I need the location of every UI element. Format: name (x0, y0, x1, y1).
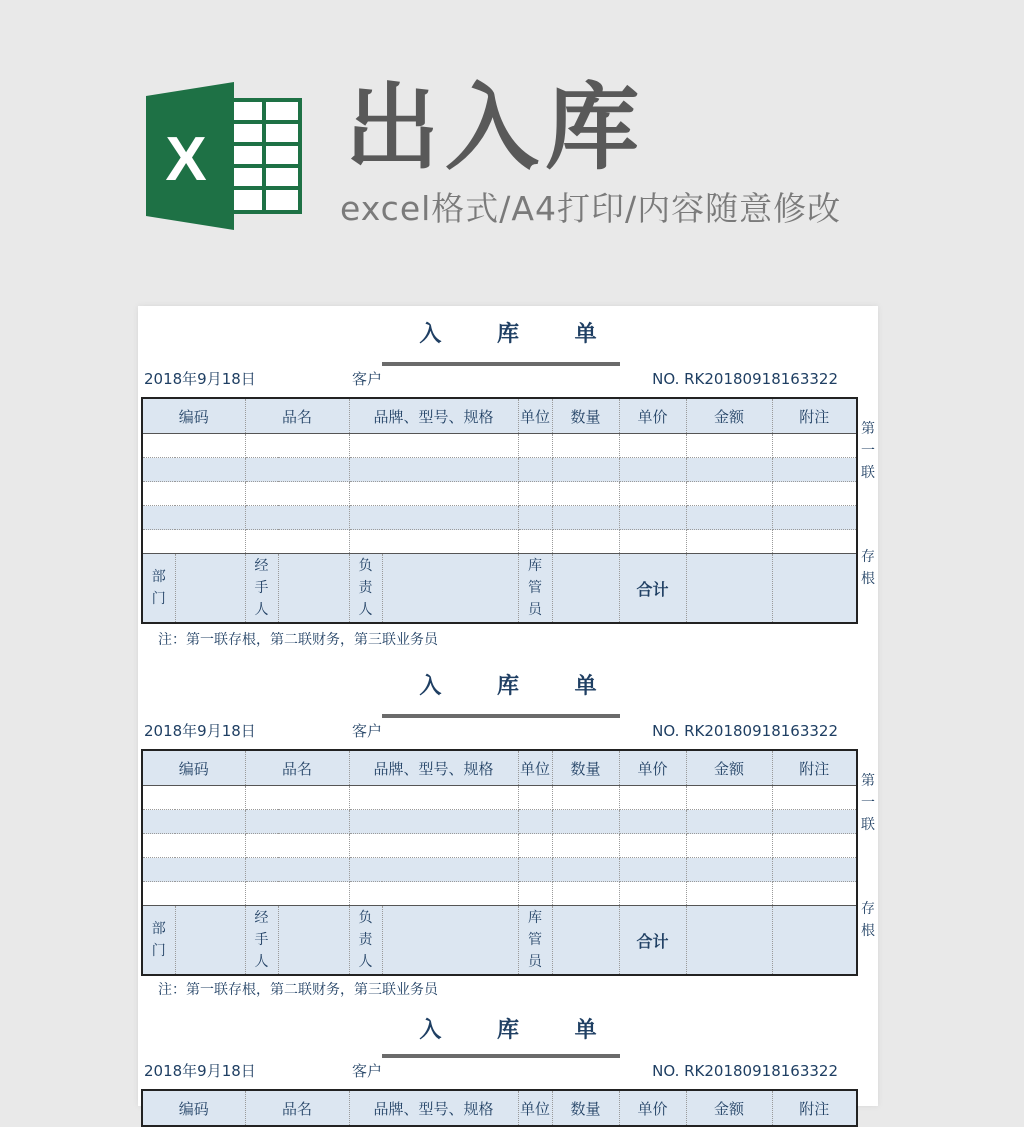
col-header-amount: 金额 (686, 750, 772, 786)
col-header-qty: 数量 (552, 398, 619, 434)
col-header-price: 单价 (619, 750, 686, 786)
col-header-unit: 单位 (518, 1090, 552, 1126)
form-number: NO. RK20180918163322 (652, 370, 838, 388)
responsible-label: 负责人 (349, 554, 382, 624)
col-header-spec: 品牌、型号、规格 (349, 1090, 518, 1126)
col-header-code: 编码 (142, 398, 245, 434)
title-underline (382, 714, 620, 718)
handler-label: 经手人 (245, 554, 278, 624)
table-row (142, 434, 857, 458)
form-number: NO. RK20180918163322 (652, 722, 838, 740)
responsible-value[interactable] (382, 554, 518, 624)
table-row (142, 482, 857, 506)
dept-label: 部门 (142, 554, 175, 624)
col-header-name: 品名 (245, 1090, 349, 1126)
table-row (142, 786, 857, 810)
form-title: 入 库 单 (419, 674, 621, 699)
dept-value[interactable] (175, 906, 245, 976)
form-number: NO. RK20180918163322 (652, 1062, 838, 1080)
handler-label: 经手人 (245, 906, 278, 976)
col-header-amount: 金额 (686, 1090, 772, 1126)
col-header-code: 编码 (142, 750, 245, 786)
total-remark[interactable] (772, 554, 857, 624)
col-header-unit: 单位 (518, 750, 552, 786)
header-row (142, 750, 857, 786)
total-value[interactable] (686, 906, 772, 976)
table-row (142, 810, 857, 834)
header-row (142, 398, 857, 434)
title-underline (382, 1054, 620, 1058)
keeper-label: 库管员 (518, 906, 552, 976)
col-header-remark: 附注 (772, 750, 857, 786)
logo-letter: X (165, 125, 207, 194)
dept-value[interactable] (175, 554, 245, 624)
table-row (142, 858, 857, 882)
col-header-qty: 数量 (552, 1090, 619, 1126)
total-label: 合计 (619, 906, 686, 976)
col-header-price: 单价 (619, 398, 686, 434)
responsible-label: 负责人 (349, 906, 382, 976)
col-header-name: 品名 (245, 398, 349, 434)
col-header-name: 品名 (245, 750, 349, 786)
items-table (141, 397, 858, 624)
excel-logo-icon (146, 82, 301, 230)
col-header-amount: 金额 (686, 398, 772, 434)
side-label-copy: 第一联 (861, 421, 875, 481)
total-value[interactable] (686, 554, 772, 624)
side-label-stub: 存根 (861, 901, 875, 939)
table-row (142, 458, 857, 482)
col-header-unit: 单位 (518, 398, 552, 434)
responsible-value[interactable] (382, 906, 518, 976)
col-header-price: 单价 (619, 1090, 686, 1126)
col-header-remark: 附注 (772, 1090, 857, 1126)
dept-label: 部门 (142, 906, 175, 976)
form-note: 注：第一联存根，第二联财务，第三联业务员 (158, 632, 438, 648)
total-remark[interactable] (772, 906, 857, 976)
keeper-value[interactable] (552, 554, 619, 624)
keeper-label: 库管员 (518, 554, 552, 624)
keeper-value[interactable] (552, 906, 619, 976)
header-row (142, 1090, 857, 1126)
form-date: 2018年9月18日 (144, 370, 256, 388)
col-header-qty: 数量 (552, 750, 619, 786)
total-label: 合计 (619, 554, 686, 624)
form-date: 2018年9月18日 (144, 722, 256, 740)
form-date: 2018年9月18日 (144, 1062, 256, 1080)
table-row (142, 882, 857, 906)
col-header-remark: 附注 (772, 398, 857, 434)
footer-row (142, 906, 857, 976)
side-label-stub: 存根 (861, 549, 875, 587)
form-title: 入 库 单 (419, 1018, 621, 1043)
form-note: 注：第一联存根，第二联财务，第三联业务员 (158, 982, 438, 998)
col-header-code: 编码 (142, 1090, 245, 1126)
handler-value[interactable] (278, 906, 349, 976)
table-row (142, 530, 857, 554)
title-underline (382, 362, 620, 366)
side-label-copy: 第一联 (861, 773, 875, 833)
handler-value[interactable] (278, 554, 349, 624)
items-table (141, 749, 858, 976)
items-table (141, 1089, 858, 1127)
col-header-spec: 品牌、型号、规格 (349, 750, 518, 786)
customer-label: 客户 (352, 1062, 383, 1080)
customer-label: 客户 (352, 370, 383, 388)
customer-label: 客户 (352, 722, 383, 740)
document-sheet (138, 306, 878, 1118)
banner-title: 出入库 (345, 74, 646, 183)
form-title: 入 库 单 (419, 322, 621, 347)
table-row (142, 506, 857, 530)
col-header-spec: 品牌、型号、规格 (349, 398, 518, 434)
banner-subtitle: excel格式/A4打印/内容随意修改 (340, 189, 842, 228)
footer-row (142, 554, 857, 624)
table-row (142, 834, 857, 858)
